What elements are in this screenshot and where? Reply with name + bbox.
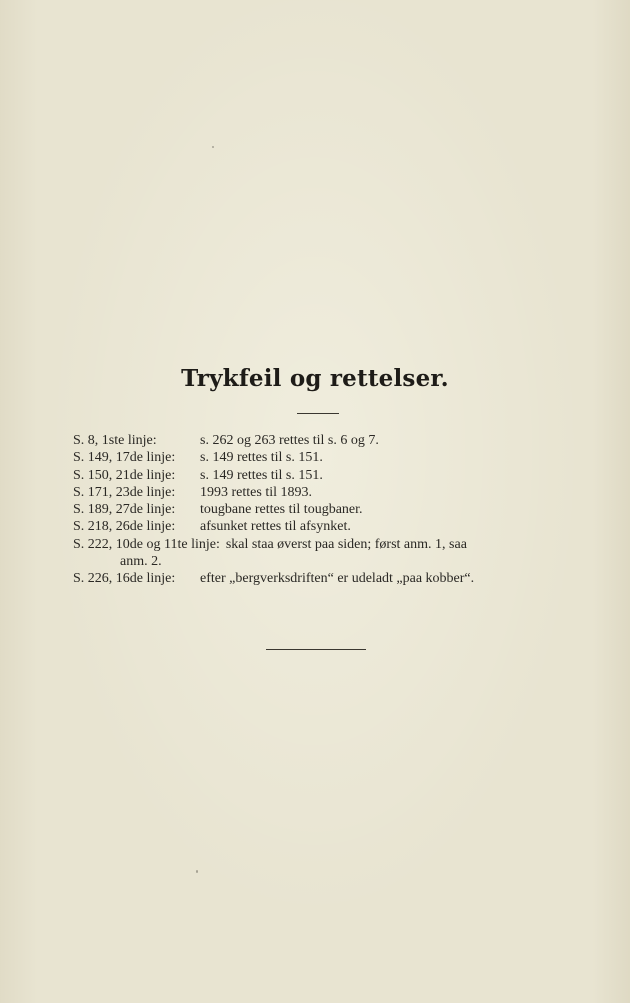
errata-row: [73, 570, 573, 587]
errata-ref: S. 150, 21de linje:: [73, 467, 176, 483]
page-title: Trykfeil og rettelser.: [181, 365, 449, 392]
errata-fix: tougbane rettes til tougbaner.: [200, 502, 363, 518]
errata-row: [73, 484, 573, 501]
errata-ref: S. 218, 26de linje:: [73, 519, 176, 535]
paper-speck: [212, 146, 214, 148]
errata-ref: S. 189, 27de linje:: [73, 502, 176, 518]
errata-fix: skal staa øverst paa siden; først anm. 1, saa: [225, 536, 467, 552]
errata-fix: afsunket rettes til afsynket.: [200, 519, 351, 535]
closing-divider: [266, 649, 366, 650]
errata-list: [73, 432, 573, 588]
errata-row: [73, 536, 573, 553]
paper-speck: [196, 870, 198, 873]
errata-continuation: anm. 2.: [120, 554, 162, 570]
errata-row: [73, 449, 573, 466]
errata-fix: s. 262 og 263 rettes til s. 6 og 7.: [200, 433, 379, 448]
errata-fix: efter „bergverksdriften“ er udeladt „paa kobber“.: [200, 571, 475, 587]
errata-row: [73, 518, 573, 535]
errata-ref: S. 149, 17de linje:: [73, 450, 176, 466]
errata-ref: S. 8, 1ste linje:: [73, 433, 157, 448]
errata-ref: S. 171, 23de linje:: [73, 484, 176, 500]
errata-row: [73, 432, 573, 449]
errata-fix: s. 149 rettes til s. 151.: [200, 450, 323, 466]
errata-ref: S. 222, 10de og 11te linje:: [73, 536, 220, 552]
errata-row: [73, 501, 573, 518]
errata-ref: S. 226, 16de linje:: [73, 571, 176, 587]
title-divider: [297, 413, 339, 414]
errata-row: [73, 467, 573, 484]
errata-fix: s. 149 rettes til s. 151.: [200, 467, 323, 483]
errata-fix: 1993 rettes til 1893.: [200, 484, 312, 500]
